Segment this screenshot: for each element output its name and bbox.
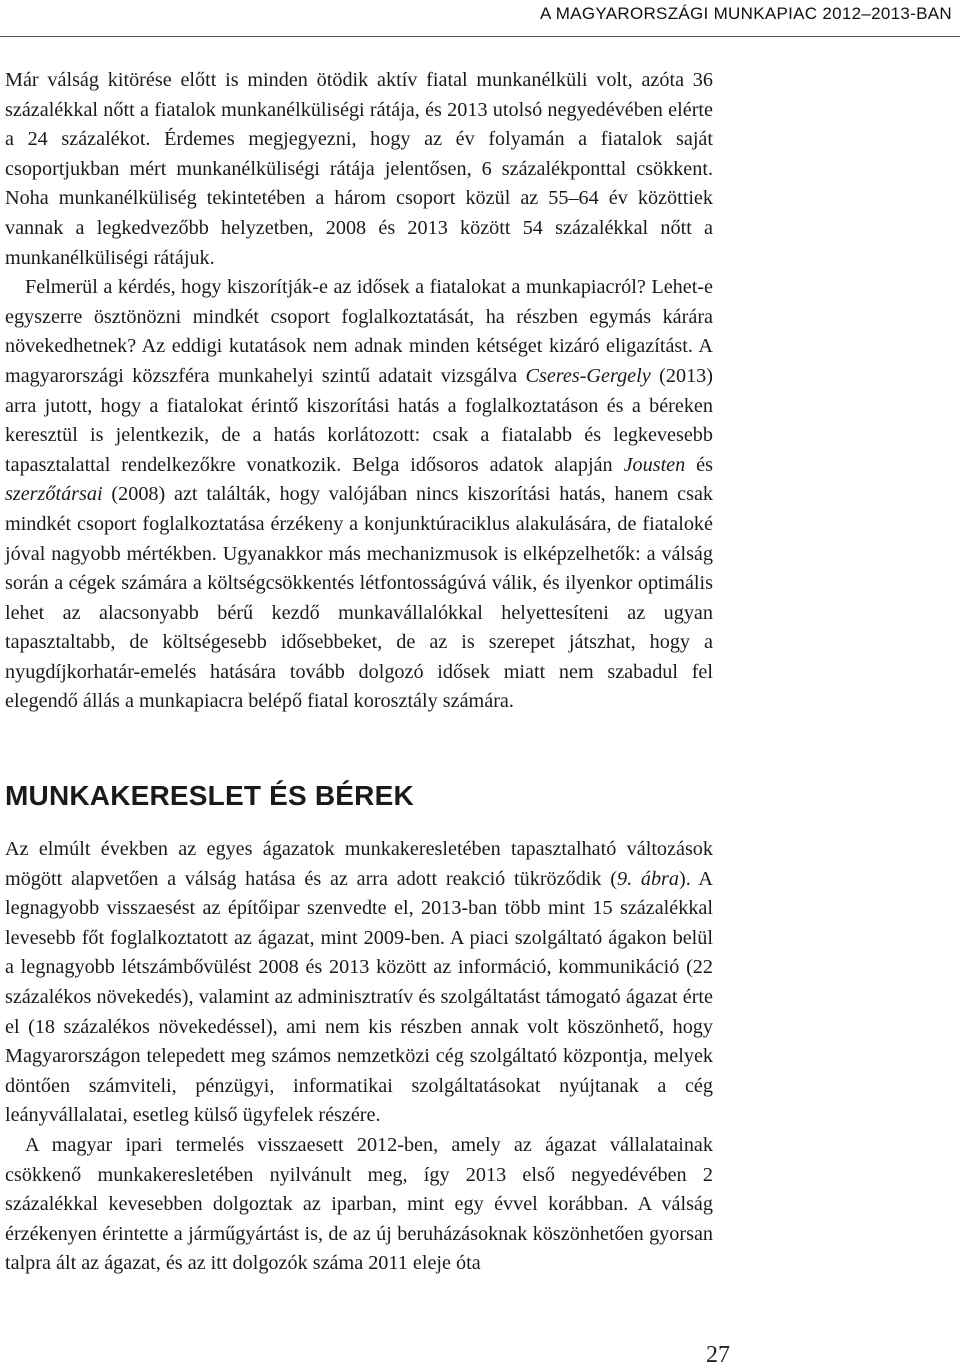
text-run: Felmerül a kérdés, hogy kiszorítják-e az idősek a fiatalokat a munkapiacról? Lehet-e egyszerre ösztönözni mindkét csoport foglalkoztatását, ha részben egymás kárára növekedhetnek? Az eddigi kutatások nem adnak minden kétséget kizáró eligazítást. A magyarországi közszféra munkahelyi szintű adatait vizsgálva [5,276,713,387]
paragraph-sector-changes [5,835,713,1131]
citation-jousten: Jousten [623,453,686,476]
text-run: Az elmúlt években az egyes ágazatok munkakeresletében tapasztalható változások mögött alapvetően a válság hatása és az arra adott reakció tükröződik ( [5,838,713,890]
text-block-intro [5,66,713,717]
citation-co-authors: szerzőtársai [5,483,103,506]
paragraph-youth-unemployment: Már válság kitörése előtt is minden ötödik aktív fiatal munkanélküli volt, azóta 36 százalékkal nőtt a fiatalok munkanélküliségi rátája, és 2013 utolsó negyedévében elérte a 24 százalékot. Érdemes megjegyezni, hogy az év folyamán a fiatalok saját csoportjukban mért munkanélküliségi rátája jelentősen, 6 százalékponttal csökkent. Noha munkanélküliség tekintetében a három csoport közül az 55–64 év közöttiek vannak a legkedvezőbb helyzetben, 2008 és 2013 között 54 százalékkal nőtt a munkanélküliségi rátájuk. [5,69,713,269]
citation-cseres-gergely: Cseres-Gergely [525,364,651,387]
running-header: A MAGYARORSZÁGI MUNKAPIAC 2012–2013-BAN [540,4,952,23]
text-run: (2008) azt találták, hogy valójában nincs kiszorítási hatás, hanem csak mindkét csoport foglalkoztatása érzékeny a konjunktúraciklus alakulására, de fiataloké jóval nagyobb mértékben. Ugyanakkor más mechanizmusok is elképzelhetők: a válság során a cégek számára a költségcsökkentés létfontosságúvá válik, és ilyenkor optimális lehet az alacsonyabb bérű kezdő munkavállalókkal helyettesíteni az ugyan tapasztaltabb, de költségesebb idősebbeket, de az is szerepet játszhat, hogy a nyugdíjkorhatár-emelés hatására tovább dolgozó idősek miatt nem szabadul fel elegendő állás a munkapiacra belépő fiatal korosztály számára. [5,483,713,713]
text-block-labour-demand [5,835,713,1279]
text-run: ). A legnagyobb visszaesést az építőipar szenvedte el, 2013-ban több mint 15 százalékkal levesebb főt foglalkoztatott az ágazat, mint 2009-ben. A piaci szolgáltató ágakon belül a legnagyobb létszámbővülést 2008 és 2013 között az információ, kommunikáció (22 százalékos növekedés), valamint az adminisztratív és szolgáltatást támogató ágazat érte el (18 százalékos növekedéssel), ami nem kis részben annak volt köszönhető, hogy Magyarországon telepedett meg számos nemzetközi cég szolgáltató központja, melyek döntően számviteli, pénzügyi, informatikai szolgáltatásokat nyújtanak a cég leányvállalatai, esetleg külső ügyfelek részére. [5,867,714,1127]
section-heading: MUNKAKERESLET ÉS BÉREK [5,780,414,811]
text-run: (2013) arra jutott, hogy a fiatalokat érintő kiszorítási hatás a foglalkoztatáson és a béreken keresztül is jelentkezik, de a hatás korlátozott: csak a fiatalabb és legkevesebb tapasztalattal rendelkezőkre vonatkozik. Belga idősoros adatok alapján [5,364,713,476]
figure-reference: 9. ábra [616,867,680,890]
header-rule [0,36,960,37]
text-run: és [685,453,713,476]
paragraph-industrial-production: A magyar ipari termelés visszaesett 2012-ben, amely az ágazat vállalatainak csökkenő munkakeresletében nyilvánult meg, így 2013 első negyedévében 2 százalékkal kevesebben dolgoztak az iparban, mint egy évvel korábban. A válság érzékenyen érintette a járműgyártást is, de az új beruházásoknak köszönhetően gyorsan talpra ált az ágazat, és az itt dolgozók száma 2011 eleje óta [5,1133,713,1275]
page-number: 27 [706,1342,730,1368]
paragraph-crowding-out [5,273,713,717]
